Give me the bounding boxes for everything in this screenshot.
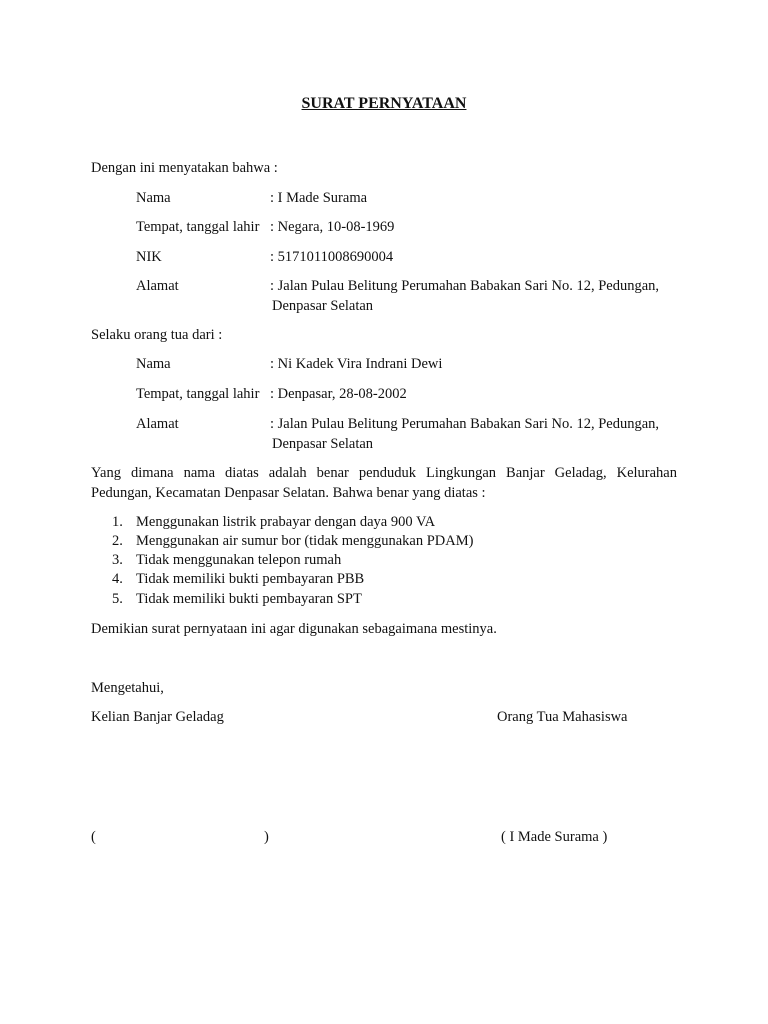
acknowledged-text: Mengetahui,: [91, 680, 164, 696]
list-item: Tidak menggunakan telepon rumah: [136, 552, 342, 568]
child-address-label: Alamat: [136, 416, 179, 432]
document-title: SURAT PERNYATAAN: [301, 95, 467, 112]
child-name-label: Nama: [136, 356, 171, 372]
closing-text: Demikian surat pernyataan ini agar digunakan sebagaimana mestinya.: [91, 621, 497, 637]
list-item-number: 4.: [112, 571, 123, 587]
list-item: Tidak memiliki bukti pembayaran SPT: [136, 591, 362, 607]
statement-paragraph: Yang dimana nama diatas adalah benar penduduk Lingkungan Banjar Geladag, Kelurahan Pedungan, Kecamatan Denpasar Selatan. Bahwa benar yang diatas :: [91, 465, 677, 501]
parent-address-line2: Denpasar Selatan: [272, 298, 374, 314]
list-item-number: 1.: [112, 514, 123, 530]
list-item-number: 2.: [112, 533, 123, 549]
list-item-number: 3.: [112, 552, 123, 568]
parent-address-label: Alamat: [136, 278, 179, 294]
parent-birth-value: : Negara, 10-08-1969: [270, 219, 395, 235]
parent-birth-label: Tempat, tanggal lahir: [136, 219, 260, 235]
sign-left-open-paren: (: [91, 829, 96, 845]
parent-address-line1: : Jalan Pulau Belitung Perumahan Babakan Sari No. 12, Pedungan,: [270, 278, 660, 294]
parent-name-value: : I Made Surama: [270, 190, 368, 206]
sign-left-close-paren: ): [264, 829, 269, 845]
child-birth-value: : Denpasar, 28-08-2002: [270, 386, 407, 402]
list-item: Tidak memiliki bukti pembayaran PBB: [136, 571, 365, 587]
list-item: Menggunakan air sumur bor (tidak menggunakan PDAM): [136, 533, 474, 549]
intro-text: Dengan ini menyatakan bahwa :: [91, 160, 278, 176]
sign-left-title: Kelian Banjar Geladag: [91, 709, 224, 725]
child-intro-text: Selaku orang tua dari :: [91, 327, 223, 343]
child-birth-label: Tempat, tanggal lahir: [136, 386, 260, 402]
child-name-value: : Ni Kadek Vira Indrani Dewi: [270, 356, 443, 372]
child-address-line1: : Jalan Pulau Belitung Perumahan Babakan Sari No. 12, Pedungan,: [270, 416, 660, 432]
parent-nik-label: NIK: [136, 249, 162, 265]
list-item: Menggunakan listrik prabayar dengan daya 900 VA: [136, 514, 436, 530]
child-address-line2: Denpasar Selatan: [272, 436, 374, 452]
parent-name-label: Nama: [136, 190, 171, 206]
list-item-number: 5.: [112, 591, 123, 607]
parent-nik-value: : 5171011008690004: [270, 249, 394, 265]
sign-right-name: ( I Made Surama ): [501, 829, 608, 845]
sign-right-title: Orang Tua Mahasiswa: [497, 709, 628, 725]
